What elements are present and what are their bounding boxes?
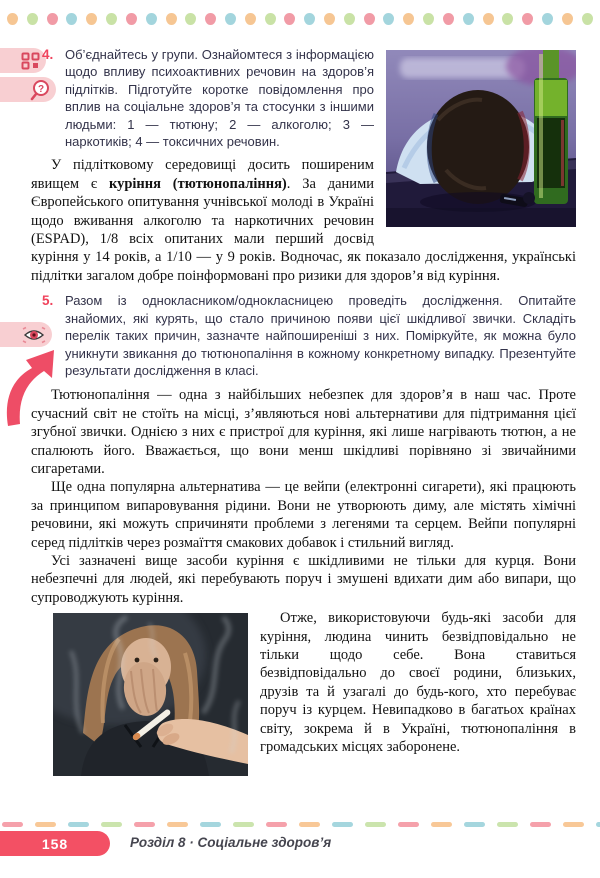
paragraph-conclusion: Отже, використовуючи будь-які засоби для куріння, людина чинить безвідповідально не тільки щодо себе. Вона ставиться безвідповідально до своєї родини, близьких, друзів та й узагалі до будь-кого, хто перебуває поруч із курцем. Невипадково в багатьох країнах світу, зокрема й в Україні, тютюнопаління в громадських місцях заборонене.	[260, 610, 576, 756]
page-number-badge	[0, 831, 110, 856]
task-4-number: 4.	[42, 47, 54, 62]
task-4	[31, 46, 576, 150]
task-4-text: Об’єднайтесь у групи. Ознайомтеся з інформацією щодо впливу психоактивних речовин на здоров’я підлітків. Підготуйте коротке повідомлення про вплив на соціальне здоров’я та стосунки з іншими людьми: 1 — тютюну; 2 — алкоголю; 3 — наркотиків; 4 — токсичних речовин.	[65, 47, 374, 150]
decorative-dots	[0, 13, 600, 27]
secondhand-smoke-photo	[53, 613, 248, 776]
paragraph-smoking-intro: У підлітковому середовищі досить поширеним явищем є куріння (тютюнопаління). За даними Європейського опитування учнівської молоді в Україні щодо вживання алкоголю та наркотичних речовин (ESPAD), 1/8 всіх опитаних мали перший досвід куріння у 14 років, а 1/10 — у 9 років. Водночас, як показало дослідження, українські підлітки загалом добре поінформовані про ризики для здоров’я від куріння.	[31, 157, 576, 284]
chapter-footer: Розділ 8 · Соціальне здоров’я	[130, 835, 332, 850]
svg-text:?: ?	[37, 83, 45, 95]
page-content	[31, 46, 576, 780]
page-number: 158	[41, 835, 69, 852]
task-5-number: 5.	[42, 293, 54, 309]
decorative-dashes	[0, 822, 600, 827]
paragraph-vapes: Ще одна популярна альтернатива — це вейпи (електронні сигарети), які працюють за принципом випаровування рідини. Вони не утворюють диму, але містять хімічні речовини, які можуть спричиняти проблеми з легенями та серцем. Вейпи популярні серед підлітків через розмаїття смакових добавок і стильний вигляд.	[31, 479, 576, 551]
task-5-text: Разом із однокласником/однокласницею проведіть дослідження. Опитайте знайомих, які курять, що стало причиною появи цієї шкідливої звички. Складіть перелік таких причин, зазначте найпоширеніші з них. Поміркуйте, як можна було уникнути звикання до тютюнопаління в кожному конкретному випадку. Презентуйте результати дослідження в класі.	[65, 293, 576, 378]
task-5	[31, 292, 576, 379]
paragraph-smoking-danger: Тютюнопаління — одна з найбільших небезпек для здоров’я в наш час. Проте сучасний світ не стоїть на місці, з’являються нові альтернативи для підтримання цієї згубної звички. Однією з них є пристрої для куріння, які лише нагрівають тютюн, а не спалюють його. Вважається, що вони менш шкідливі порівняно зі звичайними сигаретами.	[31, 387, 576, 477]
paragraph-secondhand: Усі зазначені вище засоби куріння є шкідливими не тільки для курця. Вони небезпечні для людей, які перебувають поруч і змушені вдихати дим або випари, що супроводжують куріння.	[31, 552, 576, 606]
bold-term-smoking: куріння (тютюнопаління)	[108, 175, 287, 192]
